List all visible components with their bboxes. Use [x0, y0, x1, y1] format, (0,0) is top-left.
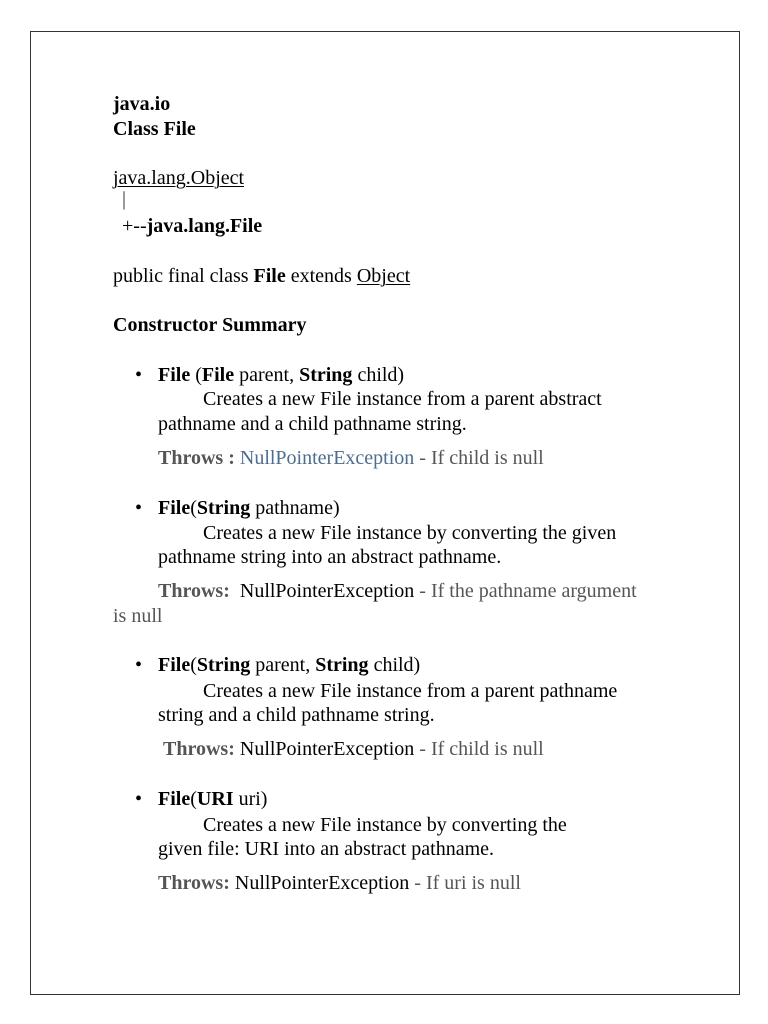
param-type: File: [201, 364, 235, 386]
signature-text: parent,: [250, 654, 316, 676]
param-type: URI: [196, 788, 234, 810]
declaration-class-name: File: [253, 265, 286, 287]
hierarchy-pipe: |: [122, 188, 127, 210]
hierarchy-branch-line: [122, 215, 262, 238]
constructor-3-description-line-1: Creates a new File instance from a parent pathname: [203, 680, 618, 702]
signature-text: parent,: [234, 364, 300, 386]
param-type: String: [196, 654, 251, 676]
bullet-icon: •: [135, 497, 143, 519]
bullet-icon: •: [135, 654, 143, 676]
constructor-4-signature: [158, 788, 267, 811]
signature-text: child): [368, 654, 421, 676]
signature-text: (: [190, 788, 197, 810]
exception-link[interactable]: NullPointerException: [239, 447, 415, 469]
throws-label: Throws:: [158, 580, 230, 602]
exception-name: NullPointerException: [239, 738, 415, 760]
class-title: Class File: [113, 118, 196, 140]
signature-text: (: [190, 497, 197, 519]
constructor-name: File: [158, 497, 191, 519]
exception-name: NullPointerException: [234, 872, 410, 894]
constructor-1-throws: [158, 447, 544, 470]
bullet-icon: •: [135, 788, 143, 810]
throws-description: - If uri is null: [414, 872, 521, 894]
throws-label: Throws :: [158, 447, 235, 469]
declaration-modifiers: public final class: [113, 265, 254, 287]
constructor-name: File: [158, 788, 191, 810]
signature-text: (: [190, 654, 197, 676]
constructor-name: File: [158, 654, 191, 676]
signature-text: child): [352, 364, 405, 386]
param-type: String: [299, 364, 353, 386]
exception-name: NullPointerException: [239, 580, 415, 602]
hierarchy-root-line: [113, 167, 244, 190]
class-declaration: [113, 265, 410, 288]
throws-description: - If the pathname argument: [419, 580, 637, 602]
throws-label: Throws:: [163, 738, 235, 760]
superclass-link[interactable]: Object: [356, 265, 411, 287]
param-type: String: [315, 654, 369, 676]
constructor-4-description-line-1: Creates a new File instance by converting the: [203, 814, 567, 836]
signature-text: (: [190, 364, 202, 386]
constructor-3-signature: [158, 654, 420, 677]
constructor-1-signature: [158, 364, 404, 387]
bullet-icon: •: [135, 364, 143, 386]
constructor-summary-heading: Constructor Summary: [113, 314, 307, 336]
package-name: java.io: [113, 93, 171, 115]
param-type: String: [196, 497, 251, 519]
constructor-4-description-line-2: given file: URI into an abstract pathname.: [158, 838, 495, 860]
signature-text: uri): [233, 788, 268, 810]
hierarchy-root-link[interactable]: java.lang.Object: [113, 167, 245, 189]
constructor-4-throws: [158, 872, 521, 895]
constructor-2-signature: [158, 497, 340, 520]
constructor-2-description-line-1: Creates a new File instance by converting the given: [203, 522, 617, 544]
constructor-name: File: [158, 364, 191, 386]
throws-label: Throws:: [158, 872, 230, 894]
constructor-2-throws-continuation: is null: [113, 605, 163, 627]
constructor-1-description-line-1: Creates a new File instance from a parent abstract: [203, 388, 602, 410]
constructor-2-description-line-2: pathname string into an abstract pathname.: [158, 546, 502, 568]
signature-text: pathname): [250, 497, 340, 519]
constructor-3-throws: [163, 738, 544, 761]
throws-description: - If child is null: [419, 738, 544, 760]
hierarchy-branch-connector: +--: [122, 215, 147, 237]
constructor-1-description-line-2: pathname and a child pathname string.: [158, 413, 467, 435]
constructor-3-description-line-2: string and a child pathname string.: [158, 704, 435, 726]
hierarchy-current-class: java.lang.File: [146, 215, 263, 237]
constructor-2-throws: [158, 580, 637, 603]
throws-description: - If child is null: [419, 447, 544, 469]
declaration-extends: extends: [285, 265, 357, 287]
